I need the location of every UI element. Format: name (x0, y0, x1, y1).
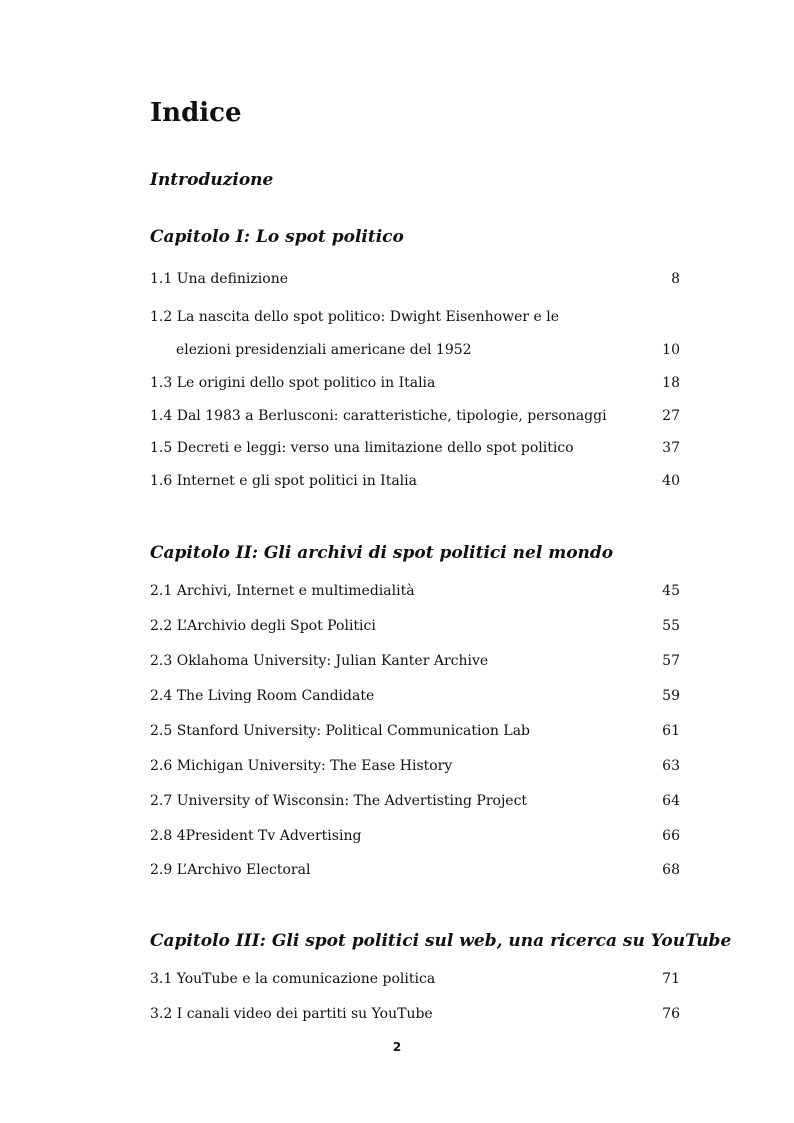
toc-entry-label: 1.6 Internet e gli spot politici in Italia (150, 473, 417, 489)
toc-entry (150, 827, 680, 845)
toc-entry (150, 792, 680, 810)
toc-entry-page: 27 (662, 408, 680, 424)
toc-entry-page: 64 (662, 793, 680, 809)
toc-entry (150, 687, 680, 705)
toc-entry (150, 439, 680, 457)
toc-entry-page: 57 (662, 653, 680, 669)
toc-entry-label: 1.2 La nascita dello spot politico: Dwight Eisenhower e le (150, 309, 559, 325)
toc-entry-label: elezioni presidenziali americane del 1952 (176, 342, 472, 358)
toc-entry-label: 1.4 Dal 1983 a Berlusconi: caratteristiche, tipologie, personaggi (150, 408, 607, 424)
toc-introduction: Introduzione (150, 170, 274, 190)
toc-entry-page: 10 (662, 342, 680, 358)
toc-entry-label: 2.7 University of Wisconsin: The Advertisting Project (150, 793, 528, 809)
toc-entry-page: 66 (662, 828, 680, 844)
toc-entry-page: 40 (662, 473, 680, 489)
toc-entry-page: 45 (662, 583, 680, 599)
toc-entry (150, 652, 680, 670)
page-title: Indice (150, 98, 242, 128)
toc-entry-label: 1.5 Decreti e leggi: verso una limitazione dello spot politico (150, 440, 574, 456)
toc-entry (150, 970, 680, 988)
toc-entry-page: 71 (662, 971, 680, 987)
toc-entry (150, 270, 680, 288)
toc-entry-label: 2.2 L’Archivio degli Spot Politici (150, 618, 376, 634)
chapter-1-heading: Capitolo I: Lo spot politico (150, 227, 404, 247)
toc-entry-continuation (150, 341, 680, 359)
toc-entry-page: 76 (662, 1006, 680, 1022)
toc-entry-page: 59 (662, 688, 680, 704)
toc-entry (150, 861, 680, 879)
toc-entry-label: 3.1 YouTube e la comunicazione politica (150, 971, 436, 987)
toc-entry-page: 18 (662, 375, 680, 391)
toc-entry-label: 2.3 Oklahoma University: Julian Kanter Archive (150, 653, 489, 669)
page-number: 2 (392, 1040, 402, 1054)
chapter-2-heading: Capitolo II: Gli archivi di spot politici nel mondo (150, 543, 614, 563)
toc-entry (150, 407, 680, 425)
toc-entry-label: 2.8 4President Tv Advertising (150, 828, 362, 844)
toc-entry (150, 1005, 680, 1023)
toc-entry-label: 2.9 L’Archivo Electoral (150, 862, 311, 878)
toc-entry (150, 722, 680, 740)
toc-entry-label: 2.1 Archivi, Internet e multimedialità (150, 583, 415, 599)
toc-entry-page: 37 (662, 440, 680, 456)
toc-entry-page: 8 (671, 271, 680, 287)
toc-entry (150, 617, 680, 635)
toc-entry (150, 308, 680, 326)
toc-entry-page: 68 (662, 862, 680, 878)
toc-entry-label: 1.1 Una definizione (150, 271, 288, 287)
toc-entry-page: 55 (662, 618, 680, 634)
toc-entry-label: 1.3 Le origini dello spot politico in Italia (150, 375, 436, 391)
toc-entry (150, 472, 680, 490)
toc-entry-label: 2.4 The Living Room Candidate (150, 688, 375, 704)
toc-entry-label: 2.6 Michigan University: The Ease History (150, 758, 453, 774)
toc-entry-page: 63 (662, 758, 680, 774)
toc-entry (150, 757, 680, 775)
chapter-3-heading: Capitolo III: Gli spot politici sul web, una ricerca su YouTube (150, 931, 732, 951)
toc-entry-page: 61 (662, 723, 680, 739)
toc-entry-label: 2.5 Stanford University: Political Communication Lab (150, 723, 531, 739)
toc-entry-label: 3.2 I canali video dei partiti su YouTube (150, 1006, 433, 1022)
toc-entry (150, 582, 680, 600)
toc-entry (150, 374, 680, 392)
